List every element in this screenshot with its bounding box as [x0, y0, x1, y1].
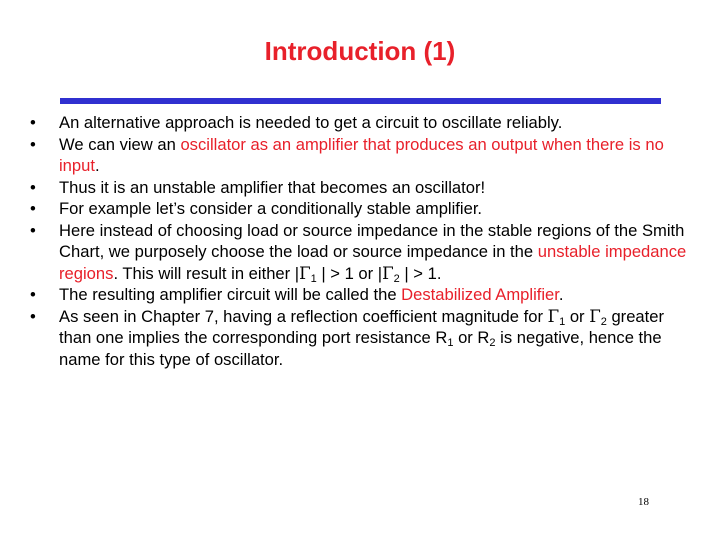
bullet-text: . [94, 156, 100, 175]
gamma-symbol: Γ [547, 306, 560, 326]
bullet-item [30, 306, 690, 371]
bullet-text: | > 1. [399, 263, 442, 283]
gamma-symbol: Γ [299, 263, 311, 283]
highlight-text: Destabilized Amplifier [401, 285, 559, 304]
highlight-text: oscillator as an amplifier that produces an output when there is no input [59, 134, 664, 175]
subscript: 2 [393, 272, 400, 285]
bullet-dot: • [30, 113, 36, 132]
highlight-text: unstable impedance regions [59, 242, 687, 283]
bullet-dot: • [30, 285, 36, 304]
subscript: 1 [310, 272, 317, 285]
subscript: 2 [489, 337, 496, 349]
bullet-text: | > 1 or | [316, 263, 383, 283]
bullet-text: We can view an [59, 134, 181, 154]
bullet-text: As seen in Chapter 7, having a reflection coefficient magnitude for [59, 306, 548, 326]
bullet-text: The resulting amplifier circuit will be called the [59, 285, 402, 304]
bullet-text: greater than one implies the corresponding port resistance R [59, 306, 665, 347]
bullet-text: or R [453, 328, 490, 347]
bullet-item [30, 177, 690, 199]
bullet-text: or [565, 306, 590, 326]
bullet-text: For example let’s consider a conditionally stable amplifier. [59, 199, 483, 218]
bullet-dot: • [30, 306, 36, 326]
slide-title: Introduction (1) [264, 36, 456, 66]
bullet-item [30, 198, 690, 220]
bullet-text: . This will result in either | [113, 263, 300, 283]
bullet-text: . [558, 285, 564, 304]
gamma-symbol: Γ [382, 263, 394, 283]
bullet-item [30, 134, 690, 177]
subscript: 2 [600, 315, 607, 328]
bullet-dot: • [30, 134, 36, 154]
subscript: 1 [559, 315, 566, 328]
bullet-text: Thus it is an unstable amplifier that becomes an oscillator! [59, 177, 486, 197]
bullet-text: An alternative approach is needed to get a circuit to oscillate reliably. [59, 113, 563, 132]
gamma-symbol: Γ [589, 306, 601, 326]
page-number: 18 [638, 496, 649, 508]
bullet-text: is negative, hence the name for this type of oscillator. [59, 328, 662, 369]
bullet-item [30, 220, 690, 285]
bullet-text: Here instead of choosing load or source impedance in the stable regions of the Smith Chart, we purposely choose the load or source impedance in the [59, 220, 685, 261]
bullet-dot: • [30, 199, 36, 218]
bullet-dot: • [30, 220, 36, 240]
bullet-item [30, 112, 690, 134]
title-underline [60, 98, 661, 104]
subscript: 1 [447, 337, 454, 349]
bullet-item [30, 284, 690, 306]
bullet-dot: • [30, 177, 36, 197]
bullet-list [30, 112, 690, 370]
